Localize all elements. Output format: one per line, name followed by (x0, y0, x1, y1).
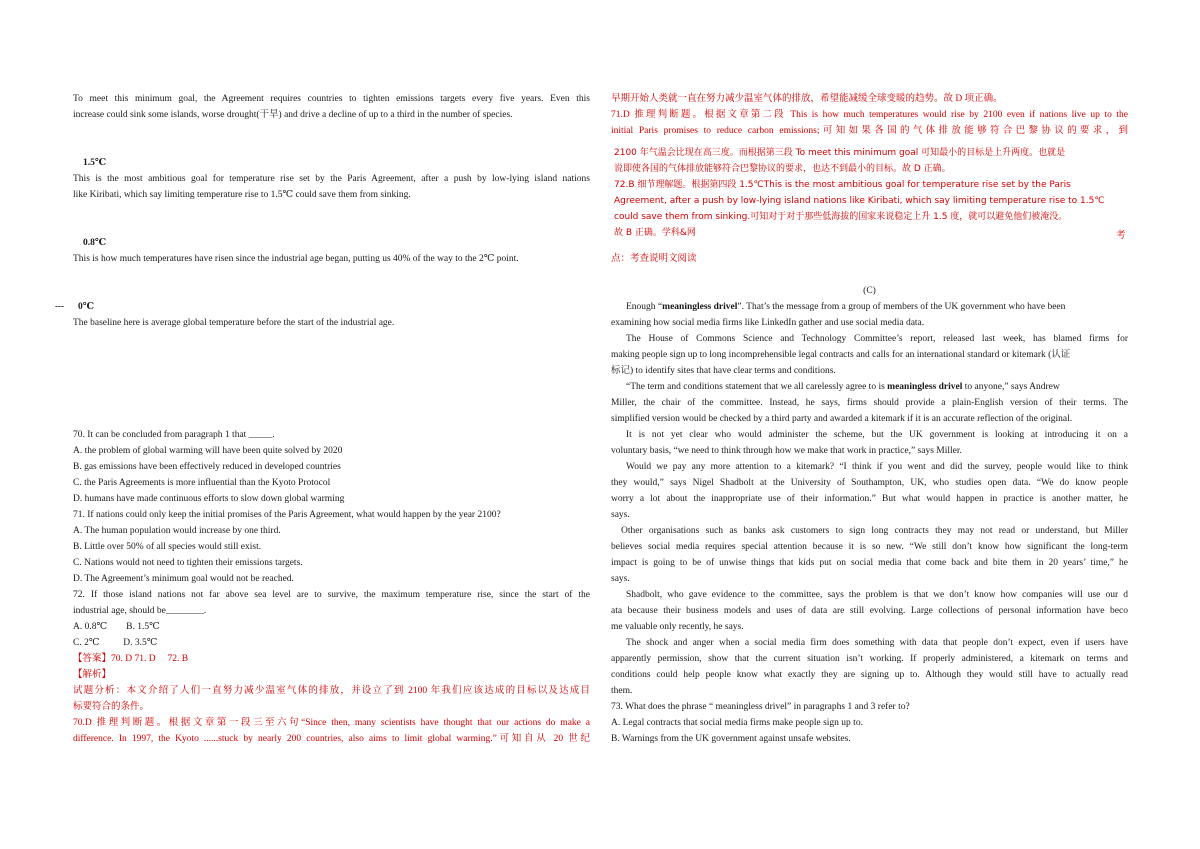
analysis-71-line1: 71.D 推理判断题。根据文章第二段 This is how much temperatures would rise by 2100 even if nations live up to the (611, 110, 1128, 120)
question-71-option-a: A. The human population would increase by one third. (73, 526, 281, 536)
question-71-option-d: D. The Agreement’s minimum goal would not be reached. (73, 574, 294, 584)
passage-c-p5-line4: says. (611, 510, 630, 520)
passage-text: to anyone,” says Andrew (962, 382, 1060, 392)
analysis-72-line1: 72.B 细节理解题。根据第四段 1.5℃This is the most ambitious goal for temperature rise set by the Paris (614, 180, 1071, 190)
question-71-option-b: B. Little over 50% of all species would still exist. (73, 542, 262, 552)
passage-c-p4-line2: voluntary basis, “we need to think through how we make that work in practice,” says Miller. (611, 446, 962, 456)
question-72-options-ab: A. 0.8℃ B. 1.5℃ (73, 622, 160, 632)
passage-c-p8-line4: them. (611, 686, 633, 696)
analysis-heading: 【解析】 (73, 670, 112, 680)
analysis-72-line4: 故 B 正确。学科&网 (614, 228, 696, 238)
paragraph-minimum-goal-line2: increase could sink some islands, worse drought(干旱) and drive a decline of up to a third in the number of species. (73, 110, 513, 120)
passage-c-p5-line1: Would we pay any more attention to a kitemark? “I think if you went and did the survey, people would like to think (626, 462, 1128, 472)
passage-c-p3-line1 (611, 381, 1128, 393)
heading-0c: 0℃ (78, 302, 95, 312)
kaodian-label: 点：考查说明文阅读 (611, 254, 697, 264)
heading-0-8c: 0.8℃ (83, 238, 107, 248)
question-73: 73. What does the phrase “ meaningless drivel” in paragraphs 1 and 3 refer to? (611, 702, 910, 712)
analysis-summary-line1: 试题分析：本文介绍了人们一直努力减少温室气体的排放，并设立了到 2100 年我们应该达成的目标以及达成目 (73, 686, 590, 696)
analysis-71-handwritten-line1: 2100 年气温会比现在高三度。而根据第三段 To meet this minimum goal 可知最小的目标是上升两度。也就是 (614, 148, 1066, 158)
kaodian-label-start: 考 (1116, 231, 1126, 241)
passage-text: Enough “ (626, 302, 663, 312)
paragraph-1-5c-line2: like Kiribati, which say limiting temperature rise to 1.5℃ could save them from sinking. (73, 190, 411, 200)
paragraph-0-8c: This is how much temperatures have risen since the industrial age began, putting us 40% of the way to the 2℃ point. (73, 254, 519, 264)
passage-c-p6-line3: impact is going to be of unwise things that kids put on social media that come back and bite them in 20 years’ time,” he (611, 558, 1128, 568)
passage-c-p2-line1: The House of Commons Science and Technology Committee’s report, released last week, has blamed firms for (626, 334, 1128, 344)
question-71-option-c: C. Nations would not need to tighten their emissions targets. (73, 558, 303, 568)
analysis-70-line2: difference. In 1997, the Kyoto ......stuck by nearly 200 countries, also aims to limit global warming.”可知自从 20 世纪 (73, 734, 590, 744)
analysis-70-conclusion: 早期开始人类就一直在努力减少温室气体的排放，希望能减缓全球变暖的趋势。故 D 项正确。 (611, 94, 1003, 104)
question-70-option-c: C. the Paris Agreements is more influential than the Kyoto Protocol (73, 478, 331, 488)
paragraph-0c: The baseline here is average global temperature before the start of the industrial age. (73, 318, 395, 328)
passage-c-p5-line2: they would,” says Nigel Shadbolt at the University of Southampton, UK, who studies open data. “We do know people (611, 478, 1128, 488)
passage-c-p3-line2: Miller, the chair of the committee. Instead, he says, firms should provide a plain-English version of their terms. The (611, 398, 1128, 408)
question-73-option-b: B. Warnings from the UK government against unsafe websites. (611, 734, 851, 744)
passage-c-p4-line1: It is not yet clear who would administer the scheme, but the UK government is looking at introducing it on a (626, 430, 1128, 440)
question-73-option-a: A. Legal contracts that social media firms make people sign up to. (611, 718, 863, 728)
passage-c-p8-line3: conditions could help people know what exactly they are signing up to. Although they would still have to actually read (611, 670, 1128, 680)
analysis-72-line2: Agreement, after a push by low-lying island nations like Kiribati, which say limiting temperature rise to 1.5℃ (614, 196, 1105, 206)
question-71: 71. If nations could only keep the initial promises of the Paris Agreement, what would happen by the year 2100? (73, 510, 501, 520)
passage-c-p7-line1: Shadbolt, who gave evidence to the committee, says the problem is that we don’t know how companies will use our d (626, 590, 1128, 600)
answer-key: 【答案】70. D 71. D 72. B (73, 654, 189, 664)
question-72-line2: industrial age, should be________. (73, 606, 207, 616)
paragraph-minimum-goal-line1: To meet this minimum goal, the Agreement requires countries to tighten emissions targets every five years. Even this (73, 94, 590, 104)
analysis-71-line2: initial Paris promises to reduce carbon emissions;可知如果各国的气体排放能够符合巴黎协议的要求，到 (611, 126, 1128, 136)
passage-c-p7-line2: ata because their business models and uses of data are still evolving. Large collections of personal information have beco (611, 606, 1128, 616)
question-72-line1: 72. If those island nations not far above sea level are to survive, the maximum temperature rise, since the start of the (73, 590, 590, 600)
passage-c-p8-line2: apparently permission, show that the current situation isn’t working. If properly administered, a kitemark on terms and (611, 654, 1128, 664)
heading-1-5c: 1.5℃ (83, 158, 107, 168)
passage-text: “The term and conditions statement that we all carelessly agree to is (626, 382, 888, 392)
passage-c-p6-line1: Other organisations such as banks ask customers to sign long contracts they may not read or understand, but Miller (621, 526, 1128, 536)
question-70: 70. It can be concluded from paragraph 1 that _____. (73, 430, 275, 440)
section-c-heading: (C) (863, 286, 876, 296)
phrase-meaningless-drivel: meaningless drivel (887, 382, 963, 392)
passage-c-p8-line1: The shock and anger when a social media firm does something with data that people don’t expect, even if users have (626, 638, 1128, 648)
passage-c-p5-line3: worry a lot about the inappropriate use of their information.” But what would happen in practice is another matter, he (611, 494, 1128, 504)
dash-marker: --- (55, 301, 64, 311)
passage-c-p2-line2: making people sign up to long incomprehensible legal contracts and calls for an international standard or kitemark (认证 (611, 350, 1071, 360)
passage-c-p6-line4: says. (611, 574, 630, 584)
passage-text: ”. That’s the message from a group of members of the UK government who have been (737, 302, 1066, 312)
analysis-72-line3: could save them from sinking.可知对于对于那些低海拔的国家来说稳定上升 1.5 度，就可以避免他们被淹没。 (614, 212, 1068, 222)
passage-c-p1-line1 (611, 301, 1128, 313)
analysis-summary-line2: 标要符合的条件。 (73, 702, 150, 712)
passage-c-p6-line2: believes social media requires special attention because it is so new. “We still don’t know how significant the long-term (611, 542, 1128, 552)
passage-c-p2-line3: 标记) to identify sites that have clear terms and conditions. (611, 366, 836, 376)
question-70-option-b: B. gas emissions have been effectively reduced in developed countries (73, 462, 341, 472)
question-70-option-d: D. humans have made continuous efforts to slow down global warming (73, 494, 345, 504)
analysis-71-handwritten-line2: 说即使各国的气体排放能够符合巴黎协议的要求，也达不到最小的目标。故 D 正确。 (614, 164, 951, 174)
passage-c-p1-line2: examining how social media firms like LinkedIn gather and use social media data. (611, 318, 925, 328)
passage-c-p3-line3: simplified version would be checked by a third party and awarded a kitemark if it is an accurate reflection of the original. (611, 414, 1073, 424)
passage-c-p7-line3: me valuable only recently, he says. (611, 622, 744, 632)
analysis-70-line1: 70.D 推理判断题。根据文章第一段三至六句“Since then, many scientists have thought that our actions do make a (73, 718, 590, 728)
question-70-option-a: A. the problem of global warming will have been quite solved by 2020 (73, 446, 343, 456)
question-72-options-cd: C. 2℃ D. 3.5℃ (73, 638, 158, 648)
paragraph-1-5c-line1: This is the most ambitious goal for temperature rise set by the Paris Agreement, after a push by low-lying island nations (73, 174, 590, 184)
phrase-meaningless-drivel: meaningless drivel (662, 302, 738, 312)
